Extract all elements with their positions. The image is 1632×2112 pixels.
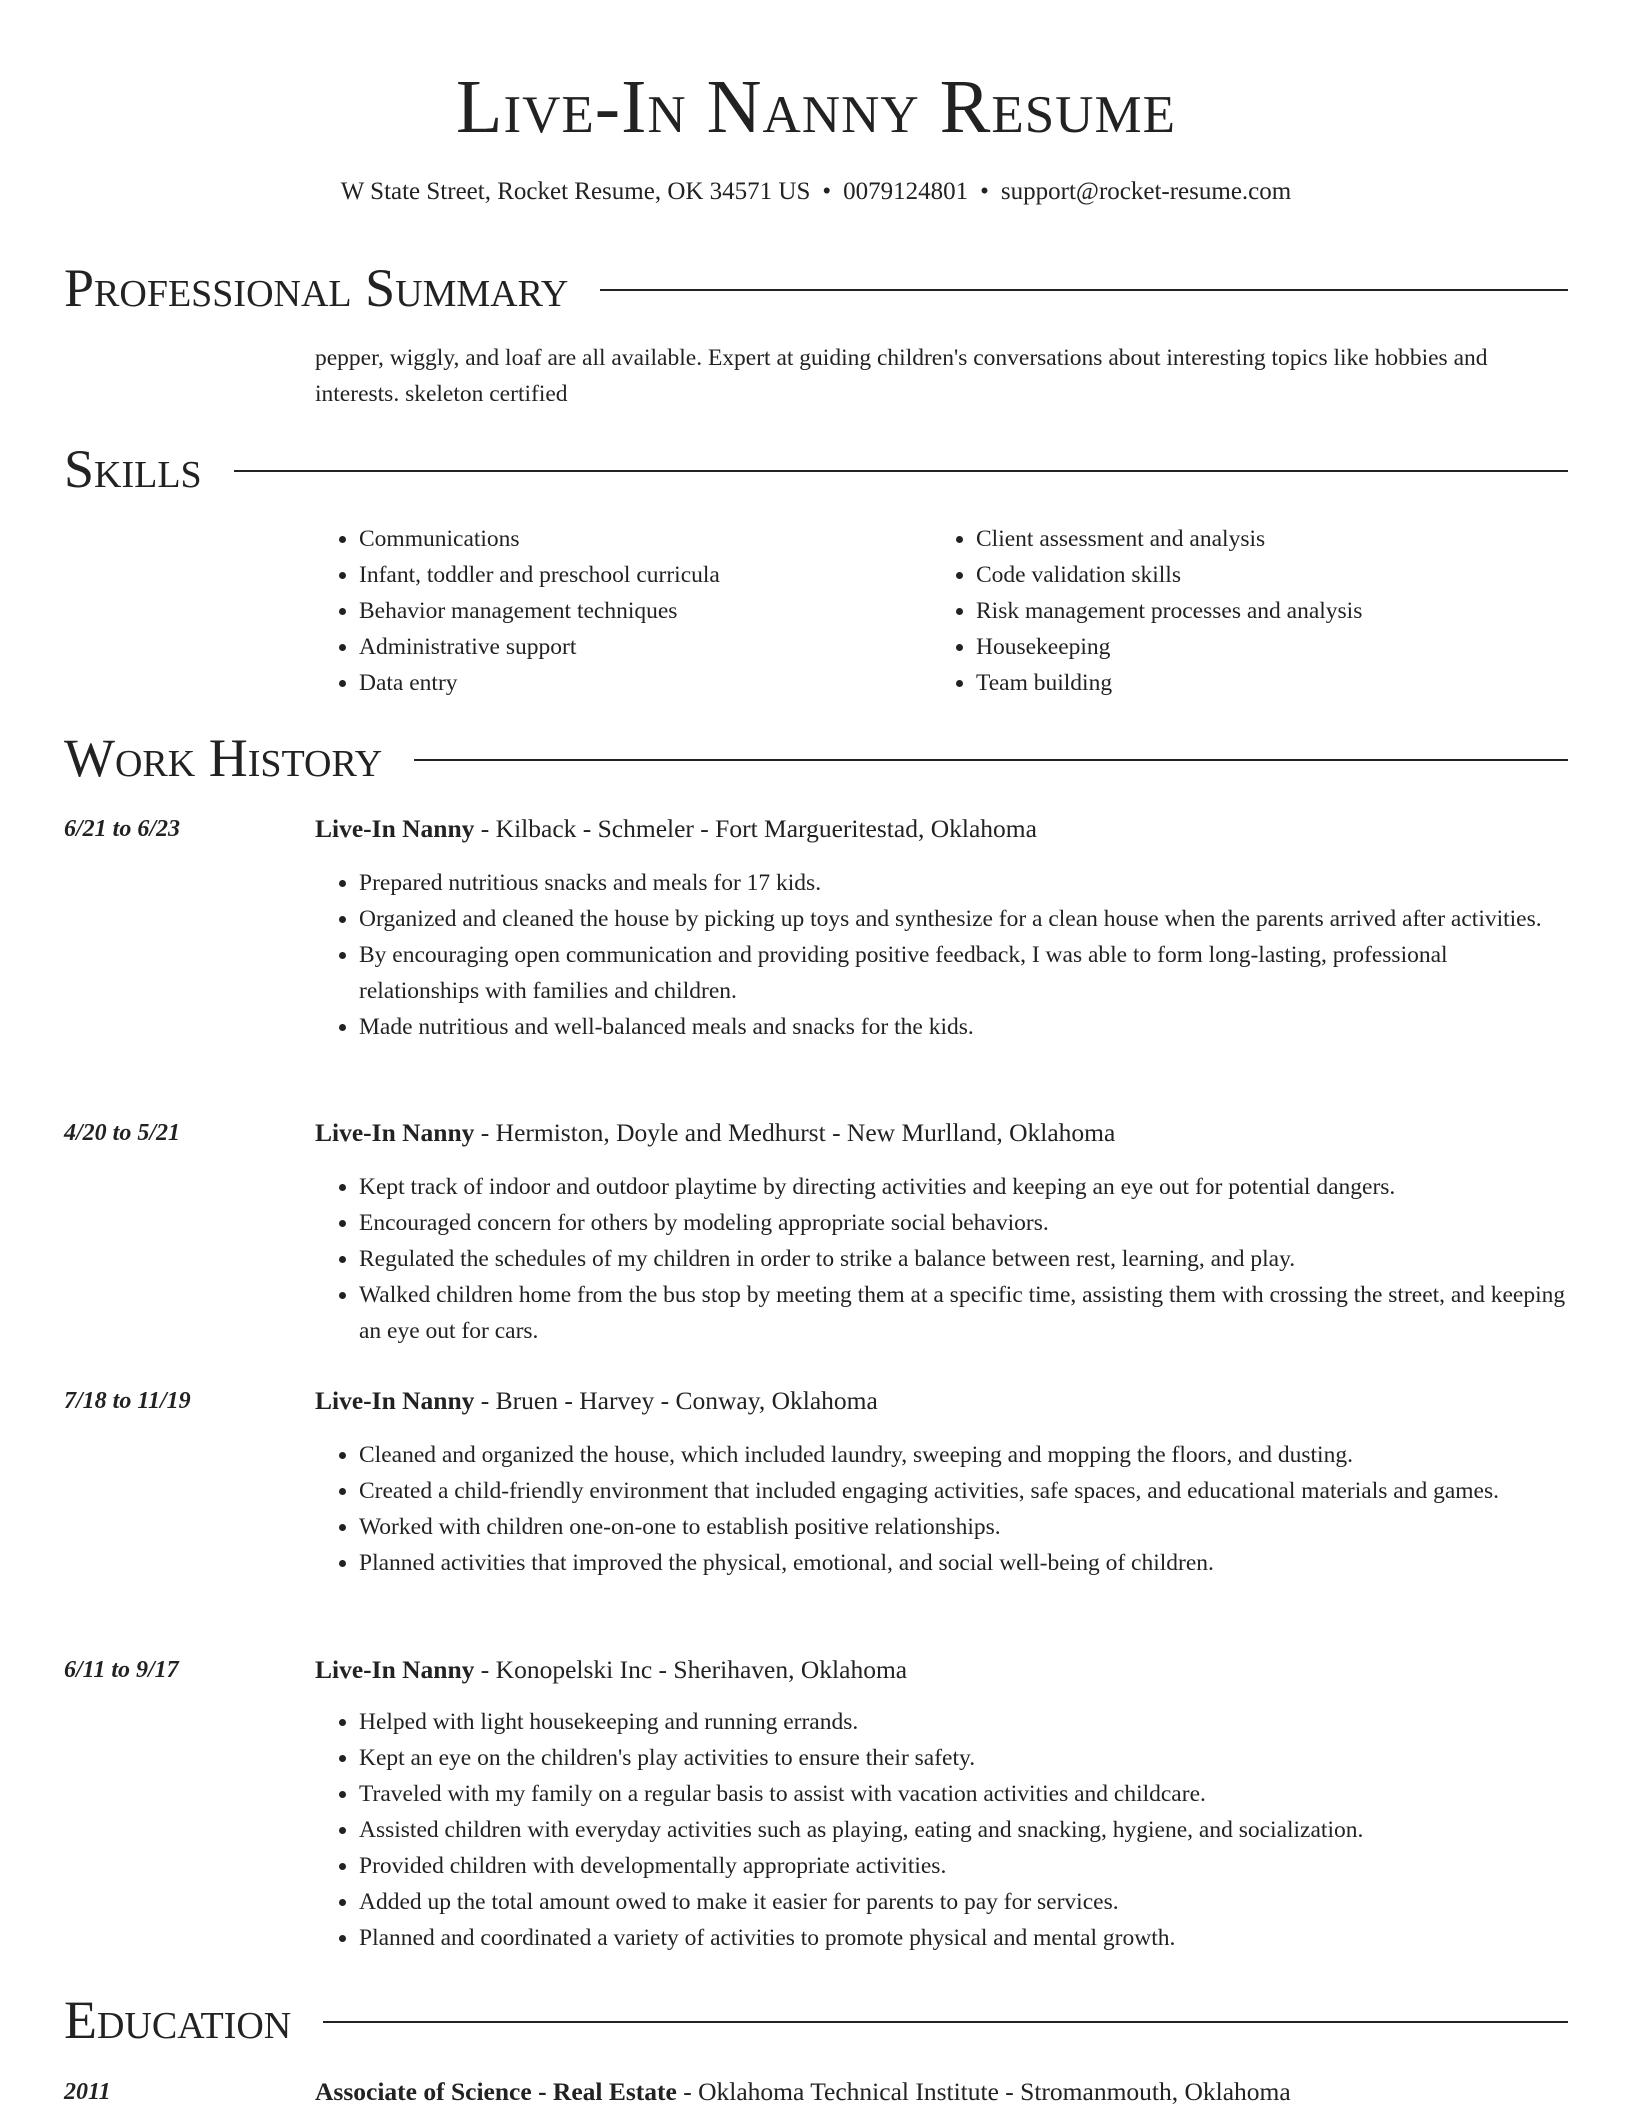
contact-address: W State Street, Rocket Resume, OK 34571 US — [340, 178, 811, 205]
section-divider — [323, 2021, 1568, 2023]
contact-separator: • — [822, 178, 832, 205]
job-dates: 4/20 to 5/21 — [64, 1120, 181, 1146]
education-details: - Oklahoma Technical Institute - Stromanmouth, Oklahoma — [676, 2077, 1291, 2106]
job-title: Live-In Nanny — [315, 1118, 475, 1147]
skill-item: • Housekeeping — [976, 629, 1362, 665]
job-bullets — [315, 1437, 1568, 1581]
job-title: Live-In Nanny — [315, 1655, 475, 1684]
skill-item: • Risk management processes and analysis — [976, 593, 1362, 629]
job-bullets — [315, 1704, 1568, 1956]
job-bullet: • Encouraged concern for others by modeling appropriate social behaviors. — [359, 1205, 1568, 1241]
section-header-education — [64, 1988, 1568, 2052]
job-bullet: • Created a child-friendly environment that included engaging activities, safe spaces, and educational materials and games. — [359, 1473, 1568, 1509]
job-role — [315, 1652, 907, 1688]
job-role — [315, 1115, 1115, 1151]
job-bullet: • Planned activities that improved the physical, emotional, and social well-being of children. — [359, 1545, 1568, 1581]
job-bullet: • Regulated the schedules of my children in order to strike a balance between rest, learning, and play. — [359, 1241, 1568, 1277]
job-dates: 6/11 to 9/17 — [64, 1657, 179, 1683]
section-title: Professional Summary — [64, 258, 569, 318]
job-bullets — [315, 865, 1568, 1045]
skill-item: • Data entry — [359, 665, 932, 701]
skill-item: • Team building — [976, 665, 1362, 701]
job-role — [315, 811, 1037, 847]
job-bullet: • Prepared nutritious snacks and meals for 17 kids. — [359, 865, 1568, 901]
education-date: 2011 — [64, 2079, 111, 2105]
section-title: Work History — [64, 728, 383, 788]
section-title: Skills — [64, 439, 202, 499]
skill-item: • Communications — [359, 521, 932, 557]
job-bullets — [315, 1169, 1568, 1349]
job-bullet: • Kept track of indoor and outdoor playtime by directing activities and keeping an eye out for potential dangers. — [359, 1169, 1568, 1205]
job-bullet: • Walked children home from the bus stop by meeting them at a specific time, assisting them with crossing the street, and keeping an eye out for cars. — [359, 1277, 1568, 1349]
skill-item: • Client assessment and analysis — [976, 521, 1362, 557]
section-header-work-history — [64, 726, 1568, 790]
resume-title: Live-In Nanny Resume — [456, 65, 1176, 149]
section-header-skills — [64, 437, 1568, 501]
education-degree-line — [315, 2074, 1291, 2110]
contact-phone: 0079124801 — [843, 178, 969, 205]
section-divider — [600, 289, 1568, 291]
job-details: - Konopelski Inc - Sherihaven, Oklahoma — [474, 1655, 908, 1684]
job-bullet: • Made nutritious and well-balanced meals and snacks for the kids. — [359, 1009, 1568, 1045]
job-details: - Hermiston, Doyle and Medhurst - New Murlland, Oklahoma — [474, 1118, 1116, 1147]
job-dates: 7/18 to 11/19 — [64, 1388, 191, 1414]
job-details: - Bruen - Harvey - Conway, Oklahoma — [474, 1386, 878, 1415]
job-bullet: • Added up the total amount owed to make it easier for parents to pay for services. — [359, 1884, 1568, 1920]
job-bullet: • Kept an eye on the children's play activities to ensure their safety. — [359, 1740, 1568, 1776]
skills-list — [315, 521, 1568, 701]
job-bullet: • Planned and coordinated a variety of activities to promote physical and mental growth. — [359, 1920, 1568, 1956]
skill-item: • Administrative support — [359, 629, 932, 665]
section-title: Education — [64, 1990, 292, 2050]
job-title: Live-In Nanny — [315, 814, 475, 843]
skills-column-2 — [932, 521, 1362, 701]
contact-separator: • — [980, 178, 989, 205]
section-header-summary — [64, 256, 1568, 320]
skill-item: • Behavior management techniques — [359, 593, 932, 629]
section-divider — [414, 759, 1568, 761]
contact-email: support@rocket-resume.com — [1000, 178, 1292, 205]
education-degree: Associate of Science - Real Estate — [315, 2077, 677, 2106]
job-bullet: • Cleaned and organized the house, which included laundry, sweeping and mopping the floors, and dusting. — [359, 1437, 1568, 1473]
skill-item: • Infant, toddler and preschool curricula — [359, 557, 932, 593]
job-role — [315, 1383, 878, 1419]
section-divider — [234, 470, 1568, 472]
job-bullet: • Worked with children one-on-one to establish positive relationships. — [359, 1509, 1568, 1545]
job-bullet: • Helped with light housekeeping and running errands. — [359, 1704, 1568, 1740]
job-dates: 6/21 to 6/23 — [64, 816, 181, 842]
job-bullet: • By encouraging open communication and providing positive feedback, I was able to form long-lasting, professional relationships with families and children. — [359, 937, 1568, 1009]
contact-line — [0, 176, 1632, 208]
skill-item: • Code validation skills — [976, 557, 1362, 593]
job-bullet: • Organized and cleaned the house by picking up toys and synthesize for a clean house when the parents arrived after activities. — [359, 901, 1568, 937]
job-title: Live-In Nanny — [315, 1386, 475, 1415]
job-bullet: • Assisted children with everyday activities such as playing, eating and snacking, hygiene, and socialization. — [359, 1812, 1568, 1848]
job-bullet: • Provided children with developmentally appropriate activities. — [359, 1848, 1568, 1884]
job-bullet: • Traveled with my family on a regular basis to assist with vacation activities and childcare. — [359, 1776, 1568, 1812]
job-details: - Kilback - Schmeler - Fort Margueritestad, Oklahoma — [474, 814, 1037, 843]
skills-column-1 — [315, 521, 932, 701]
summary-text: pepper, wiggly, and loaf are all available. Expert at guiding children's conversations about interesting topics like hobbies and interests. skeleton certified — [315, 345, 1488, 407]
